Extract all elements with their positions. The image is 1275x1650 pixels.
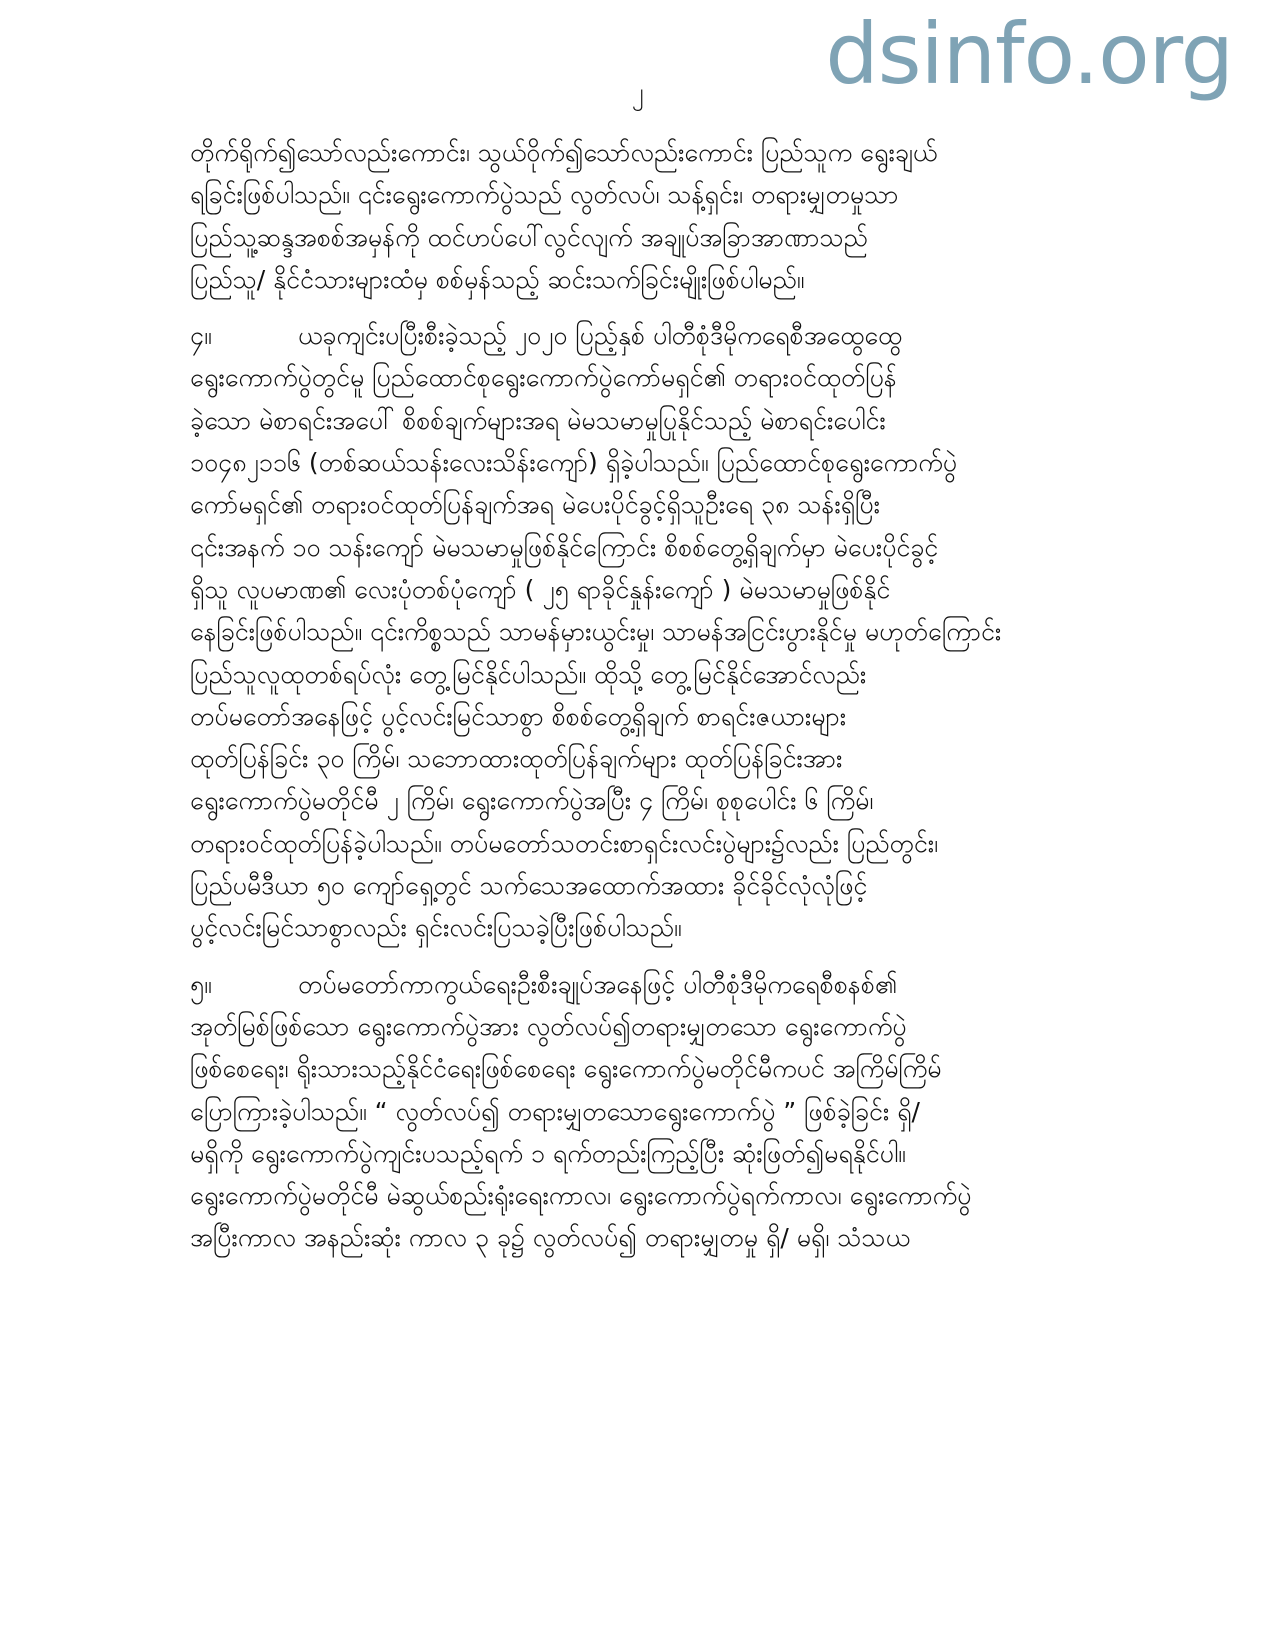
text-line: ရှိသူ လူပမာဏ၏ လေးပုံတစ်ပုံကျော် ( ၂၅ ရာခိုင်နှုန်းကျော် ) မဲမသမာမှုဖြစ်နိုင် — [190, 574, 891, 604]
text-line: ကော်မရှင်၏ တရားဝင်ထုတ်ပြန်ချက်အရ မဲပေးပိုင်ခွင့်ရှိသူဦးရေ ၃၈ သန်းရှိပြီး — [190, 490, 880, 520]
text-line — [190, 964, 1100, 1006]
text-line: ၁၀၄၈၂၁၁၆ (တစ်ဆယ်သန်းလေးသိန်းကျော်) ရှိခဲ့ပါသည်။ ပြည်ထောင်စုရွေးကောက်ပွဲ — [190, 448, 957, 478]
text-line: ပြည်သူလူထုတစ်ရပ်လုံး တွေ့မြင်နိုင်ပါသည်။ ထိုသို့ တွေ့မြင်နိုင်အောင်လည်း — [190, 659, 867, 689]
text-line: ၎င်းအနက် ၁၀ သန်းကျော် မဲမသမာမှုဖြစ်နိုင်ကြောင်း စိစစ်တွေ့ရှိချက်မှာ မဲပေးပိုင်ခွင့် — [190, 532, 939, 562]
text-line: အုတ်မြစ်ဖြစ်သော ရွေးကောက်ပွဲအား လွတ်လပ်၍တရားမျှတသော ရွေးကောက်ပွဲ — [190, 1011, 907, 1041]
text-line: တရားဝင်ထုတ်ပြန်ခဲ့ပါသည်။ တပ်မတော်သတင်းစာရှင်းလင်းပွဲများ၌လည်း ပြည်တွင်း၊ — [190, 828, 939, 858]
text-line: ရွေးကောက်ပွဲတွင်မူ ပြည်ထောင်စုရွေးကောက်ပွဲကော်မရှင်၏ တရားဝင်ထုတ်ပြန် — [190, 363, 897, 393]
text-line: မရှိကို ရွေးကောက်ပွဲကျင်းပသည့်ရက် ၁ ရက်တည်းကြည့်ပြီး ဆုံးဖြတ်၍မရနိုင်ပါ။ — [190, 1138, 906, 1168]
text-line: ရခြင်းဖြစ်ပါသည်။ ၎င်းရွေးကောက်ပွဲသည် လွတ်လပ်၊ သန့်ရှင်း၊ တရားမျှတမှုသာ — [190, 180, 899, 210]
text-line: ခဲ့သော မဲစာရင်းအပေါ် စိစစ်ချက်များအရ မဲမသမာမှုပြုနိုင်သည့် မဲစာရင်းပေါင်း — [190, 405, 886, 435]
text-line-content: တပ်မတော်ကာကွယ်ရေးဦးစီးချုပ်အနေဖြင့် ပါတီစုံဒီမိုကရေစီစနစ်၏ — [298, 969, 898, 999]
paragraph-number: ၄။ — [190, 321, 212, 351]
text-line: ရွေးကောက်ပွဲမတိုင်မီ မဲဆွယ်စည်းရုံးရေးကာလ၊ ရွေးကောက်ပွဲရက်ကာလ၊ ရွေးကောက်ပွဲ — [190, 1181, 972, 1211]
text-line: အပြီးကာလ အနည်းဆုံး ကာလ ၃ ခု၌ လွတ်လပ်၍ တရားမျှတမှု ရှိ/ မရှိ၊ သံသယ — [190, 1223, 910, 1253]
text-line-content: ယခုကျင်းပပြီးစီးခဲ့သည့် ၂၀၂၀ ပြည့်နှစ် ပါတီစုံဒီမိုကရေစီအထွေထွေ — [298, 321, 903, 351]
text-line: ပွင့်လင်းမြင်သာစွာလည်း ရှင်းလင်းပြသခဲ့ပြီးဖြစ်ပါသည်။ — [190, 913, 682, 943]
watermark: dsinfo.org — [825, 5, 1233, 103]
text-line: ထုတ်ပြန်ခြင်း ၃၀ ကြိမ်၊ သဘောထားထုတ်ပြန်ချက်များ ထုတ်ပြန်ခြင်းအား — [190, 744, 843, 774]
text-line: ပြောကြားခဲ့ပါသည်။ “ လွတ်လပ်၍ တရားမျှတသောရွေးကောက်ပွဲ ” ဖြစ်ခဲ့ခြင်း ရှိ/ — [190, 1096, 920, 1126]
text-line — [190, 315, 1100, 357]
paragraph-4 — [190, 315, 1100, 949]
text-line: တပ်မတော်အနေဖြင့် ပွင့်လင်းမြင်သာစွာ စိစစ်တွေ့ရှိချက် စာရင်းဇယားများ — [190, 701, 847, 731]
paragraph-number: ၅။ — [190, 969, 212, 999]
text-line: ပြည်ပမီဒီယာ ၅၀ ကျော်ရှေ့တွင် သက်သေအထောက်အထား ခိုင်ခိုင်လုံလုံဖြင့် — [190, 871, 868, 901]
page-number: ၂ — [631, 78, 644, 106]
text-line: ရွေးကောက်ပွဲမတိုင်မီ ၂ ကြိမ်၊ ရွေးကောက်ပွဲအပြီး ၄ ကြိမ်၊ စုစုပေါင်း ၆ ကြိမ်၊ — [190, 786, 874, 816]
text-line: တိုက်ရိုက်၍သော်လည်းကောင်း၊ သွယ်ဝိုက်၍သော်လည်းကောင်း ပြည်သူက ရွေးချယ် — [190, 138, 938, 167]
paragraph-5 — [190, 964, 1100, 1260]
document-body — [190, 132, 1100, 1274]
paragraph-continuation — [190, 132, 1100, 301]
text-line: ပြည်သူ/ နိုင်ငံသားများထံမှ စစ်မှန်သည့် ဆင်းသက်ခြင်းမျိုးဖြစ်ပါမည်။ — [190, 264, 805, 294]
text-line: ဖြစ်စေရေး၊ ရိုးသားသည့်နိုင်ငံရေးဖြစ်စေရေး ရွေးကောက်ပွဲမတိုင်မီကပင် အကြိမ်ကြိမ် — [190, 1054, 942, 1084]
text-line: ပြည်သူ့ဆန္ဒအစစ်အမှန်ကို ထင်ဟပ်ပေါ်လွင်လျက် အချုပ်အခြာအာဏာသည် — [190, 222, 868, 252]
text-line: နေခြင်းဖြစ်ပါသည်။ ၎င်းကိစ္စသည် သာမန်မှားယွင်းမှု၊ သာမန်အငြင်းပွားနိုင်မှု မဟုတ်ကြောင်း — [190, 617, 1002, 647]
